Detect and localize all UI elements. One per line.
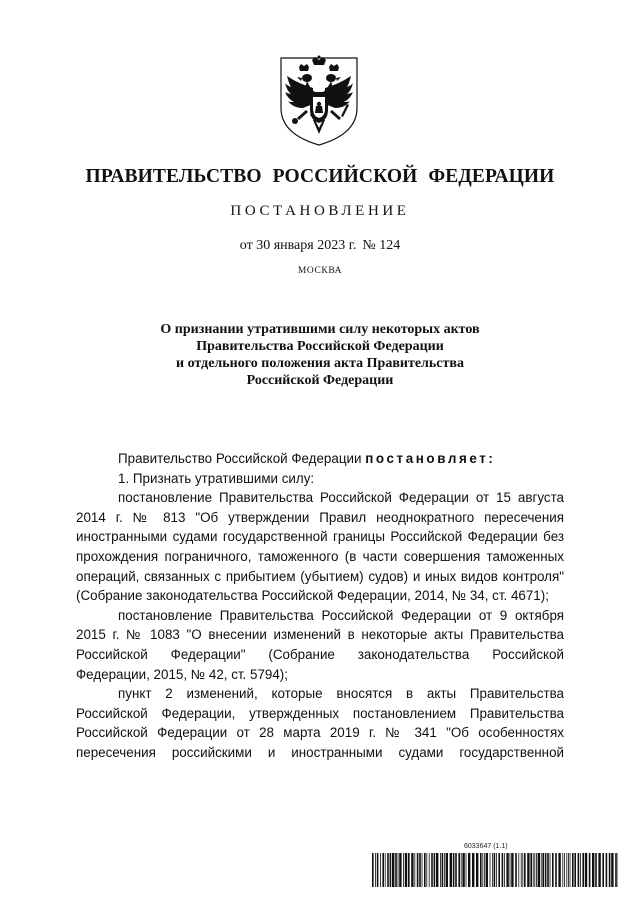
barcode-bar: [562, 853, 563, 887]
barcode-bar: [372, 853, 374, 887]
barcode: [372, 853, 618, 887]
barcode-bar: [555, 853, 557, 887]
coat-of-arms-emblem: [277, 54, 361, 148]
barcode-id: 6033647 (1.1): [464, 843, 508, 850]
barcode-bar: [566, 853, 567, 887]
barcode-bar: [377, 853, 379, 887]
barcode-bar: [580, 853, 581, 887]
document-type: ПОСТАНОВЛЕНИЕ: [230, 203, 410, 219]
barcode-bar: [444, 853, 445, 887]
barcode-bar: [446, 853, 448, 887]
city-name: МОСКВА: [297, 266, 343, 276]
subject-line: Российской Федерации: [246, 373, 394, 388]
barcode-bar: [440, 853, 441, 887]
barcode-bar: [524, 853, 526, 887]
barcode-bar: [533, 853, 534, 887]
barcode-bar: [419, 853, 421, 887]
barcode-bar: [504, 853, 505, 887]
barcode-bar: [595, 853, 597, 887]
barcode-bar: [392, 853, 394, 887]
barcode-bar: [387, 853, 389, 887]
barcode-bar: [572, 853, 574, 887]
barcode-bar: [515, 853, 517, 887]
barcode-bar: [582, 853, 584, 887]
barcode-bar: [429, 853, 430, 887]
barcode-bar: [398, 853, 399, 887]
document-subject: [0, 321, 640, 389]
barcode-bar: [455, 853, 457, 887]
barcode-bar: [585, 853, 587, 887]
barcode-bar: [424, 853, 426, 887]
barcode-bar: [411, 853, 413, 887]
preamble-text: Правительство Российской Федерации: [118, 451, 362, 466]
barcode-bar: [405, 853, 407, 887]
barcode-bar: [482, 853, 483, 887]
body-paragraph: постановление Правительства Российской Федерации от 9 октября 2015 г. № 1083 "О внесении изменений в некоторые акты Правительства Российской Федерации" (Собрание законодательства Российской Федерации, 2015, № 42, ст. 5794);: [76, 607, 564, 682]
item-1-paragraph: 1. Признать утратившими силу:: [118, 470, 315, 486]
barcode-bar: [530, 853, 532, 887]
document-body: [76, 449, 564, 763]
barcode-bar: [522, 853, 523, 887]
barcode-bar: [382, 853, 384, 887]
barcode-bar: [536, 853, 537, 887]
barcode-bar: [550, 853, 551, 887]
barcode-bar: [506, 853, 508, 887]
barcode-bar: [399, 853, 401, 887]
barcode-bar: [494, 853, 496, 887]
barcode-bar: [496, 853, 497, 887]
barcode-bar: [395, 853, 397, 887]
barcode-bar: [468, 853, 470, 887]
barcode-bar: [606, 853, 608, 887]
barcode-bar: [375, 853, 376, 887]
document-date: от 30 января 2023 г.: [239, 238, 357, 253]
barcode-bar: [502, 853, 504, 887]
barcode-bar: [380, 853, 381, 887]
barcode-bar: [521, 853, 522, 887]
barcode-bar: [476, 853, 478, 887]
barcode-bar: [589, 853, 591, 887]
barcode-bar: [431, 853, 433, 887]
barcode-bar: [403, 853, 404, 887]
preamble-paragraph: [76, 449, 564, 469]
barcode-bar: [486, 853, 488, 887]
barcode-bar: [552, 853, 554, 887]
barcode-bar: [602, 853, 604, 887]
barcode-bar: [472, 853, 474, 887]
body-paragraph: постановление Правительства Российской Федерации от 15 августа 2014 г. № 813 "Об утверждении Правил неоднократного пересечения иностранными судами государственной границы Российской Федерации без прохождения пограничного, таможенного (в части совершения таможенных операций, связанных с прибытием (убытием) судов) и иных видов контроля" (Собрание законодательства Российской Федерации, 2014, № 34, ст. 4671);: [76, 490, 564, 604]
barcode-bar: [426, 853, 427, 887]
document-footer: [372, 843, 618, 887]
barcode-bar: [453, 853, 455, 887]
barcode-bar: [480, 853, 482, 887]
barcode-bar: [498, 853, 500, 887]
barcode-bar: [527, 853, 529, 887]
barcode-bar: [545, 853, 547, 887]
barcode-bar: [436, 853, 438, 887]
barcode-bar: [611, 853, 613, 887]
barcode-bar: [592, 853, 594, 887]
document-number: № 124: [362, 238, 401, 253]
barcode-bar: [466, 853, 467, 887]
barcode-bar: [568, 853, 569, 887]
barcode-bar: [564, 853, 565, 887]
barcode-bar: [442, 853, 444, 887]
barcode-bar: [574, 853, 576, 887]
subject-line: Правительства Российской Федерации: [196, 339, 444, 354]
barcode-bar: [461, 853, 462, 887]
barcode-bar: [414, 853, 415, 887]
barcode-bar: [558, 853, 560, 887]
barcode-bar: [609, 853, 611, 887]
barcode-bar: [450, 853, 452, 887]
barcode-bar: [534, 853, 535, 887]
subject-line: и отдельного положения акта Правительства: [176, 356, 464, 371]
barcode-bar: [578, 853, 580, 887]
barcode-bar: [598, 853, 600, 887]
barcode-bar: [518, 853, 519, 887]
body-paragraph: пункт 2 изменений, которые вносятся в акты Правительства Российской Федерации, утвержденных постановлением Правительства Российской Федерации от 28 марта 2019 г. № 341 "Об особенностях пересечения российскими и иностранными судами государственной: [76, 686, 564, 760]
barcode-bar: [547, 853, 549, 887]
decree-word: постановляет:: [365, 451, 496, 466]
barcode-bar: [385, 853, 386, 887]
subject-line: О признании утратившими силу некоторых актов: [160, 322, 480, 337]
barcode-bar: [570, 853, 571, 887]
barcode-bar: [542, 853, 544, 887]
barcode-bar: [510, 853, 511, 887]
barcode-bar: [462, 853, 464, 887]
document-date-line: [0, 238, 640, 254]
barcode-bar: [484, 853, 485, 887]
barcode-bar: [408, 853, 410, 887]
barcode-bar: [490, 853, 491, 887]
government-title: ПРАВИТЕЛЬСТВО РОССИЙСКОЙ ФЕДЕРАЦИИ: [85, 166, 555, 187]
barcode-bar: [422, 853, 423, 887]
barcode-bar: [538, 853, 540, 887]
barcode-bar: [434, 853, 436, 887]
barcode-bar: [458, 853, 460, 887]
barcode-bar: [417, 853, 419, 887]
barcode-bar: [511, 853, 513, 887]
barcode-bar: [492, 853, 493, 887]
barcode-bar: [615, 853, 617, 887]
barcode-bar: [390, 853, 392, 887]
barcode-bar: [541, 853, 542, 887]
